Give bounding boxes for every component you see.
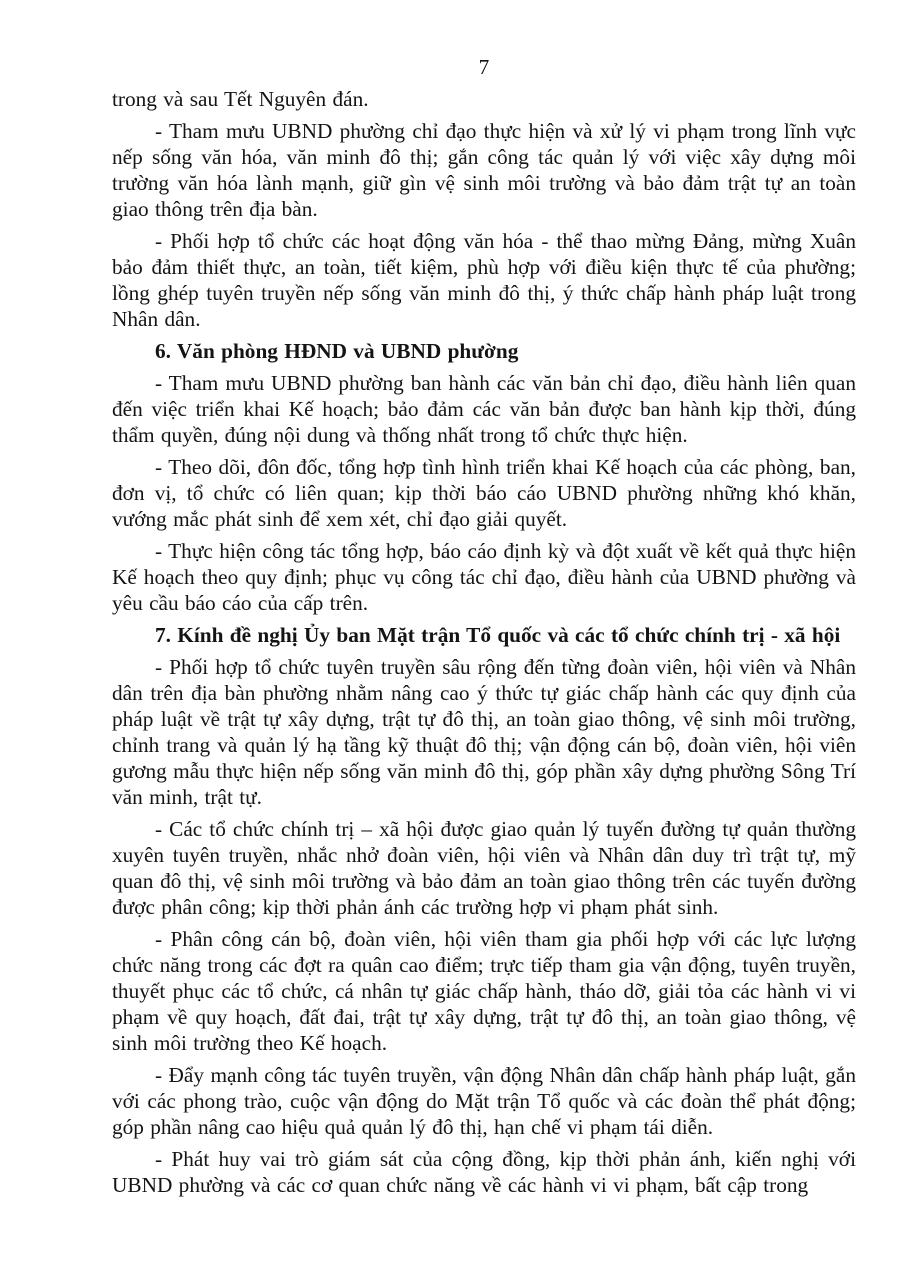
- paragraph-day-manh-tuyen-truyen: - Đẩy mạnh công tác tuyên truyền, vận động Nhân dân chấp hành pháp luật, gắn với các phong trào, cuộc vận động do Mặt trận Tổ quốc và các đoàn thể phát động; góp phần nâng cao hiệu quả quản lý đô thị, hạn chế vi phạm tái diễn.: [112, 1063, 856, 1139]
- paragraph-thuc-hien-tong-hop-bao-cao: - Thực hiện công tác tổng hợp, báo cáo định kỳ và đột xuất về kết quả thực hiện Kế hoạch theo quy định; phục vụ công tác chỉ đạo, điều hành của UBND phường và yêu cầu báo cáo của cấp trên.: [112, 539, 856, 615]
- paragraph-phat-huy-giam-sat: - Phát huy vai trò giám sát của cộng đồng, kịp thời phản ánh, kiến nghị với UBND phường và các cơ quan chức năng về các hành vi vi phạm, bất cập trong: [112, 1147, 856, 1197]
- document-content: [112, 86, 856, 1204]
- paragraph-phan-cong-can-bo: - Phân công cán bộ, đoàn viên, hội viên tham gia phối hợp với các lực lượng chức năng trong các đợt ra quân cao điểm; trực tiếp tham gia vận động, tuyên truyền, thuyết phục các tổ chức, cá nhân tự giác chấp hành, tháo dỡ, giải tỏa các hành vi vi phạm về quy hoạch, đất đai, trật tự xây dựng, trật tự đô thị, an toàn giao thông, vệ sinh môi trường theo Kế hoạch.: [112, 927, 856, 1055]
- paragraph-tham-muu-ban-hanh-van-ban: - Tham mưu UBND phường ban hành các văn bản chỉ đạo, điều hành liên quan đến việc triển khai Kế hoạch; bảo đảm các văn bản được ban hành kịp thời, đúng thẩm quyền, đúng nội dung và thống nhất trong tổ chức thực hiện.: [112, 371, 856, 447]
- paragraph-phoi-hop-tuyen-truyen-sau-rong: - Phối hợp tổ chức tuyên truyền sâu rộng đến từng đoàn viên, hội viên và Nhân dân trên địa bàn phường nhằm nâng cao ý thức tự giác chấp hành các quy định của pháp luật về trật tự xây dựng, trật tự đô thị, an toàn giao thông, vệ sinh môi trường, chỉnh trang và quản lý hạ tầng kỹ thuật đô thị; vận động cán bộ, đoàn viên, hội viên gương mẫu thực hiện nếp sống văn minh đô thị, góp phần xây dựng phường Sông Trí văn minh, trật tự.: [112, 655, 856, 809]
- paragraph-cac-to-chuc-chinh-tri-xa-hoi: - Các tổ chức chính trị – xã hội được giao quản lý tuyến đường tự quản thường xuyên tuyên truyền, nhắc nhở đoàn viên, hội viên và Nhân dân duy trì trật tự, mỹ quan đô thị, vệ sinh môi trường và bảo đảm an toàn giao thông trên các tuyến đường được phân công; kịp thời phản ánh các trường hợp vi phạm phát sinh.: [112, 817, 856, 919]
- section-heading-7-mat-tran-to-quoc: 7. Kính đề nghị Ủy ban Mặt trận Tổ quốc và các tổ chức chính trị - xã hội: [155, 623, 841, 647]
- paragraph-continuation: trong và sau Tết Nguyên đán.: [112, 87, 369, 111]
- paragraph-tham-muu-xu-ly-vi-pham: - Tham mưu UBND phường chỉ đạo thực hiện và xử lý vi phạm trong lĩnh vực nếp sống văn hóa, văn minh đô thị; gắn công tác quản lý với việc xây dựng môi trường văn hóa lành mạnh, giữ gìn vệ sinh môi trường và bảo đảm trật tự an toàn giao thông trên địa bàn.: [112, 119, 856, 221]
- paragraph-phoi-hop-hoat-dong-van-hoa: - Phối hợp tổ chức các hoạt động văn hóa - thể thao mừng Đảng, mừng Xuân bảo đảm thiết thực, an toàn, tiết kiệm, phù hợp với điều kiện thực tế của phường; lồng ghép tuyên truyền nếp sống văn minh đô thị, ý thức chấp hành pháp luật trong Nhân dân.: [112, 229, 856, 331]
- page-number: 7: [478, 55, 490, 79]
- paragraph-theo-doi-don-doc: - Theo dõi, đôn đốc, tổng hợp tình hình triển khai Kế hoạch của các phòng, ban, đơn vị, tổ chức có liên quan; kịp thời báo cáo UBND phường những khó khăn, vướng mắc phát sinh để xem xét, chỉ đạo giải quyết.: [112, 455, 856, 531]
- section-heading-6-van-phong: 6. Văn phòng HĐND và UBND phường: [155, 339, 519, 363]
